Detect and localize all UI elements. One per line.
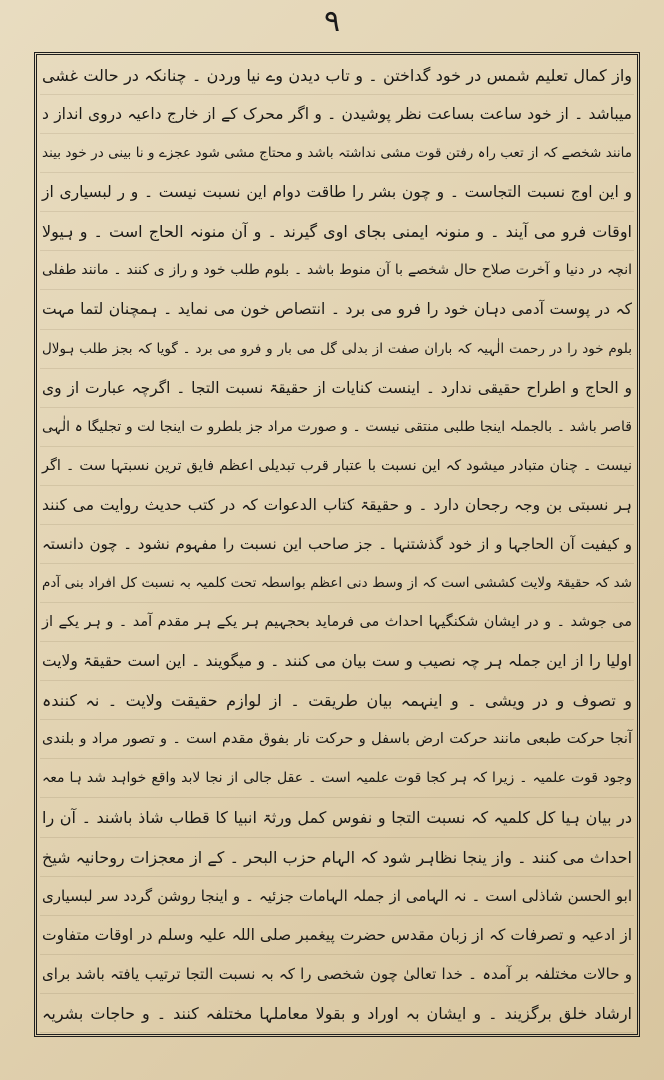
text-line: ارشاد خلق برگزیند ۔ و ایشان بہ اوراد و بقولا معاملہا مختلفہ کنند ۔ و حاجات بشریہ xyxy=(40,994,634,1033)
text-line: واز کمال تعلیم شمس در خود گداختن ۔ و تاب دیدن وے نیا وردن ۔ چنانکہ در حالت غشی xyxy=(40,56,634,95)
text-body xyxy=(40,56,634,1033)
text-line: احداث می کنند ۔ واز ینجا نظاہر شود کہ الہام حزب البحر ۔ کے از معجزات روحانیہ شیخ xyxy=(40,838,634,877)
text-line: مانند شخصے کہ از تعب راہ رفتن قوت مشی نداشتہ باشد و محتاج مشی شود عجزے و نا بینی در خود بیند xyxy=(40,134,634,173)
text-line: در بیان ہیا کل کلمیہ کہ نسبت التجا و نفوس کمل ورثۃ انبیا کا قطاب شاذ باشند ۔ آن را xyxy=(40,798,634,837)
text-line: و کیفیت آن الحاجہا و از خود گذشتنہا ۔ جز صاحب این نسبت را مفہوم نشود ۔ چون دانستہ xyxy=(40,525,634,564)
text-line: آنجا حرکت طبعی مانند حرکت ارض باسفل و حرکت نار بفوق مقدم است ۔ و تصور مراد و بلندی xyxy=(40,720,634,759)
text-line: شد کہ حقیقۃ ولایت کششی است کہ از وسط دنی اعظم بواسطہ تحت کلمیہ بہ نسبت کل افراد بنی آدم xyxy=(40,564,634,603)
text-line: قاصر باشد ۔ بالجملہ اینجا طلبی منتقی نیست ۔ و صورت مراد جز بلطرو ت اینجا لت و تجلیگا ہ الٰہی xyxy=(40,408,634,447)
text-line: اوقات فرو می آیند ۔ و منونہ ایمنی بجای اوی گیرند ۔ و آن منونہ الحاج است ۔ و ہیولا xyxy=(40,212,634,251)
text-line: اولیا را از این جملہ ہر چہ نصیب و ست بیان می کنند ۔ و میگویند ۔ این است حقیقۃ ولایت xyxy=(40,642,634,681)
text-line: کہ در پوست آدمی دہان خود را فرو می برد ۔ انتصاص خون می نماید ۔ ہمچنان لتما مہت xyxy=(40,290,634,329)
text-line: از ادعیہ و تصرفات کہ از زبان مقدس حضرت پیغمبر صلی اللہ علیہ وسلم در اوقات متفاوت xyxy=(40,916,634,955)
text-line: میباشد ۔ از خود ساعت بساعت نظر پوشیدن ۔ و اگر محرک کے از خارج داعیہ دروی انداز د xyxy=(40,95,634,134)
text-line: و تصوف و در ویشی ۔ و اینہمہ بیان طریقت ۔ از لوازم حقیقت ولایت ۔ نہ کنندہ xyxy=(40,681,634,720)
text-line: و این اوج نسبت التجاست ۔ و چون بشر را طاقت دوام این نسبت نیست ۔ و ر لبسیاری از xyxy=(40,173,634,212)
page-number: ۹ xyxy=(323,4,341,39)
text-line: و حالات مختلفہ بر آمدہ ۔ خدا تعالیٰ چون شخصی را کہ بہ نسبت التجا ترتیب یافتہ باشد برای xyxy=(40,955,634,994)
text-line: و الحاج و اطراح حقیقی ندارد ۔ اینست کنایات از حقیقۃ نسبت التجا ۔ اگرچہ عبارت از وی xyxy=(40,369,634,408)
text-line: بلوم خود را در رحمت الٰہیہ کہ باران صفت از بدلی گل می بار و فرو می برد ۔ گویا کہ بجز طلب ہولال xyxy=(40,330,634,369)
text-line: نیست ۔ چنان متبادر میشود کہ این نسبت با عتبار قرب تبدیلی اعظم فایق ترین نسبتہا ست ۔ اگر xyxy=(40,447,634,486)
text-line: انچہ در دنیا و آخرت صلاح حال شخصے با آن منوط باشد ۔ بلوم طلب خود و راز ی کنند ۔ مانند طفلی xyxy=(40,251,634,290)
text-line: ہر نسبتی بن وجہ رجحان دارد ۔ و حقیقۃ کتاب الدعوات کہ در کتب حدیث روایت می کنند xyxy=(40,486,634,525)
text-line: وجود قوت علمیہ ۔ زیرا کہ ہر کجا قوت علمیہ است ۔ عقل جالی از نجا لابد واقع خواہد شد ہا معہ xyxy=(40,759,634,798)
text-line: می جوشد ۔ و در ایشان شکنگیہا احداث می فرماید بحجہیم ہر یکے ہر مقدم آمد ۔ و ہر یکے از xyxy=(40,603,634,642)
text-line: ابو الحسن شاذلی است ۔ نہ الہامی از جملہ الہامات جزئیہ ۔ و اینجا روشن گردد سر لبسیاری xyxy=(40,877,634,916)
